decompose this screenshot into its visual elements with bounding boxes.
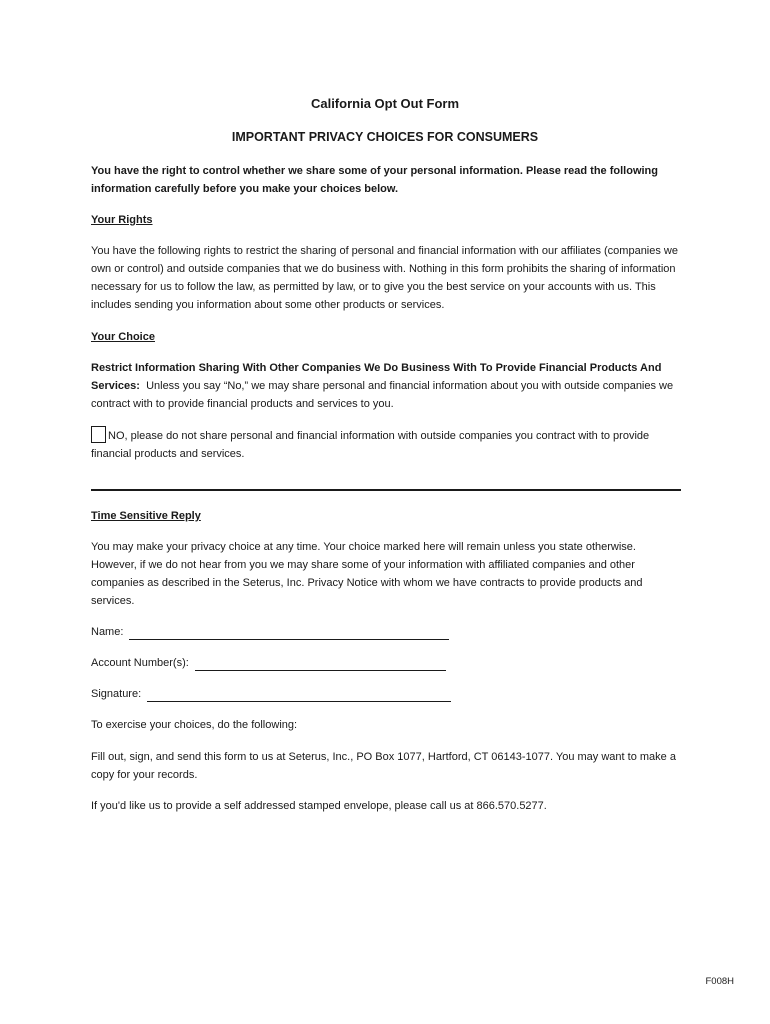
account-number-field[interactable] xyxy=(195,657,446,671)
rights-heading: Your Rights xyxy=(91,214,153,226)
reply-paragraph: You may make your privacy choice at any time. Your choice marked here will remain unless you state otherwise. However, if we do not hear from you we may share some of your information with affiliated companies and other companies as described in the Seterus, Inc. Privacy Notice with whom we have contracts to provide products and services. xyxy=(91,541,643,607)
mail-paragraph: Fill out, sign, and send this form to us at Seterus, Inc., PO Box 1077, Hartford, CT 06143-1077. You may want to make a copy for your records. xyxy=(91,751,676,781)
reply-heading: Time Sensitive Reply xyxy=(91,510,201,522)
optout-checkbox[interactable] xyxy=(91,426,106,443)
name-label: Name: xyxy=(91,626,124,638)
choice-text: Unless you say “No,” we may share personal and financial information about you with outside companies we contract with to provide financial products and services to you. xyxy=(91,380,674,410)
intro-paragraph: You have the right to control whether we share some of your personal information. Please read the following information carefully before you make your choices below. xyxy=(91,165,658,195)
form-subtitle: IMPORTANT PRIVACY CHOICES FOR CONSUMERS xyxy=(231,130,539,144)
account-label: Account Number(s): xyxy=(91,657,189,669)
signature-field[interactable] xyxy=(147,688,451,702)
form-code: F008H xyxy=(705,976,734,987)
account-field-row xyxy=(91,655,446,671)
optout-label: NO, please do not share personal and financial information with outside companies you contract with to provide financial products and services. xyxy=(91,430,650,460)
form-title: California Opt Out Form xyxy=(310,96,460,111)
choice-heading: Your Choice xyxy=(91,331,155,343)
choice-paragraph xyxy=(91,359,681,413)
rights-paragraph: You have the following rights to restrict the sharing of personal and financial information with our affiliates (companies we own or control) and outside companies that we do business with. Nothing in this form prohibits the sharing of information necessary for us to follow the law, as permitted by law, or to give you the best service on your accounts with us. This includes sending you information about some other products or services. xyxy=(91,245,678,311)
section-divider xyxy=(91,489,681,491)
signature-label: Signature: xyxy=(91,688,142,700)
signature-field-row xyxy=(91,686,451,702)
exercise-paragraph: To exercise your choices, do the following: xyxy=(91,719,298,731)
name-field[interactable] xyxy=(129,626,449,640)
optout-row xyxy=(91,426,681,463)
name-field-row xyxy=(91,624,449,640)
envelope-paragraph: If you'd like us to provide a self addressed stamped envelope, please call us at 866.570.5277. xyxy=(91,800,547,812)
choice-bold-label: Restrict Information Sharing With Other Companies We Do Business With To Provide Financial Products And Services: xyxy=(91,362,662,392)
